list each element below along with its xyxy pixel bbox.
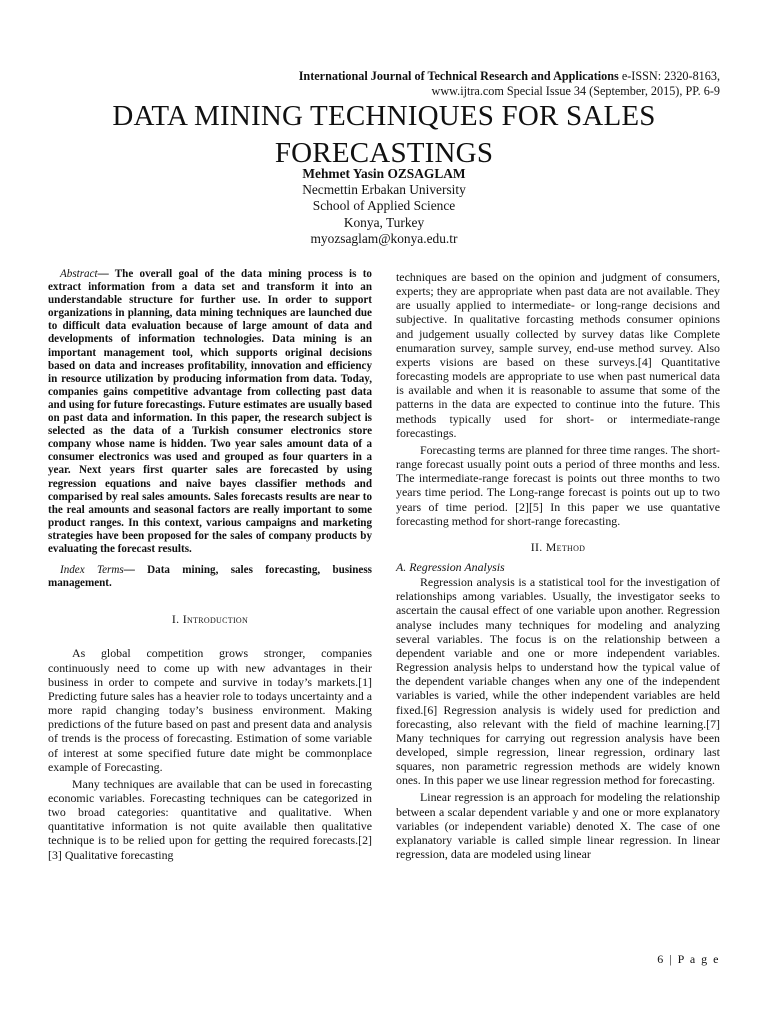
journal-name: International Journal of Technical Research and Applications bbox=[298, 69, 619, 83]
section-heading-introduction: I. Introduction bbox=[171, 612, 249, 627]
right-paragraph-2: Forecasting terms are planned for three time ranges. The short-range forecast usually point outs a period of three months and less. The intermediate-range forecast is points out three months to two years time period. The Long-range forecast is points out up to two years of time period. [2][5] In this paper we use quantative forecasting method for short-range forecasting. bbox=[396, 442, 720, 528]
paper-title bbox=[60, 98, 708, 172]
journal-header bbox=[200, 69, 720, 99]
right-column bbox=[396, 270, 720, 864]
paper-title-line1: DATA MINING TECHNIQUES FOR SALES bbox=[112, 100, 656, 132]
index-terms bbox=[48, 564, 372, 590]
author-email: myozsaglam@konya.edu.tr bbox=[310, 230, 458, 246]
abstract-dash: — bbox=[97, 268, 115, 280]
left-column bbox=[48, 268, 372, 865]
author-location: Konya, Turkey bbox=[343, 214, 425, 230]
author-school: School of Applied Science bbox=[312, 198, 456, 214]
index-terms-dash: — bbox=[123, 564, 148, 577]
abstract-text: The overall goal of the data mining process is to extract information from a data set and transform it into an understandable structure for further use. In order to support organizations in planning, data mining techniques are launched due to difficult data evaluation because of large amount of data and developments of information technologies. Data mining is an important management tool, which supports original decisions based on data and increases profitability, innovation and efficiency in resource utilization by producing information from data. Today, companies gains competitive advantage from collecting past data and using for future forecastings. Future estimates are usually based on past data and information. In this paper, the research subject is selected as the data of a Turkish consumer electronics store company whose name is hidden. Two year sales amount data of a consumer electronics was used and grouped as four quarters in a year. Next years first quarter sales are forecasted by using regression equations and naive bayes classifier methods and comparised by real sales amounts. Sales forecasts results are near to the real amounts and seasonal factors are really important to some product ranges. In this context, various campaigns and marketing strategies have been proposed for the sales of company products by evaluating the forecast results. bbox=[48, 268, 372, 555]
journal-header-line1 bbox=[200, 69, 720, 84]
right-paragraph-4: Linear regression is an approach for modeling the relationship between a scalar dependent variable y and one or more explanatory variables (or independent variable) denoted X. The case of one explanatory variable is called simple linear regression. In linear regression, data are modeled using linear bbox=[396, 790, 720, 862]
intro-paragraph-1: As global competition grows stronger, companies continuously need to come up with new advantages in their business in order to compete and survive in today’s markets.[1] Predicting future sales has a heavier role to todays uncertainty and a more rapid changing today’s business environment. Making predictions of the future based on past and present data and analysis of trends is the process of forecasting. Estimation of some variable of interest at some specified future date might be commonplace example of Forecasting. bbox=[48, 646, 372, 774]
page-number: 6 | P a g e bbox=[657, 952, 720, 966]
abstract bbox=[48, 268, 372, 556]
journal-issn: e-ISSN: 2320-8163, bbox=[618, 69, 720, 83]
index-terms-label: Index Terms bbox=[60, 564, 124, 577]
section-heading-method: II. Method bbox=[530, 539, 586, 554]
index-terms-text: Data mining, sales forecasting, business management. bbox=[48, 564, 372, 590]
author-name: Mehmet Yasin OZSAGLAM bbox=[302, 166, 466, 181]
right-paragraph-3: Regression analysis is a statistical tool for the investigation of relationships among variables. Usually, the investigator seeks to ascertain the causal effect of one variable upon another. Regression analyse includes many techniques for modeling and analyzing several variables. The focus is on the relationship between a dependent variable and one or more independent variables. Regression analysis helps to understand how the typical value of the dependent variable changes when any one of the independent variables is varied, while the other independent variables are held fixed.[6] Regression analysis is widely used for prediction and forecasting, also relevant with the field of machine learning.[7] Many techniques for carrying out regression analysis have been developed, simple regression, linear regression, ordinary last squares, non parametric regression methods are widely known ones. In this paper we use linear regression method for forecasting. bbox=[396, 575, 720, 788]
intro-paragraph-2: Many techniques are available that can be used in forecasting economic variables. Forecasting techniques can be categorized in two broad categories: quantitative and qualitative. When quantitative information is not quite available then qualitative technique is to be relied upon for getting the required forecasts.[2][3] Qualitative forecasting bbox=[48, 776, 372, 862]
abstract-label: Abstract bbox=[60, 268, 98, 280]
right-paragraph-1: techniques are based on the opinion and judgment of consumers, experts; they are appropriate when past data are not available. They are usually applied to intermediate- or long-range decisions and subjective. In qualitative forcasting methods consumer opinions and judgement usually collected by survey datas like Complete enumaration survey, sample survey, end-use method survey. Also experts visions are based on these surveys.[4] Quantitative forecasting models are appropriate to use when past numerical data is available and when it is reasonable to assume that some of the patterns in the data are expected to continue into the future. This methods typically used for short- or intermediate-range forecastings. bbox=[396, 270, 720, 440]
author-block bbox=[184, 166, 584, 247]
subheading-regression-analysis: A. Regression Analysis bbox=[396, 559, 505, 574]
author-university: Necmettin Erbakan University bbox=[302, 182, 466, 198]
paper-title-line2: FORECASTINGS bbox=[274, 137, 494, 169]
journal-issue: www.ijtra.com Special Issue 34 (September, 2015), PP. 6-9 bbox=[431, 84, 720, 98]
